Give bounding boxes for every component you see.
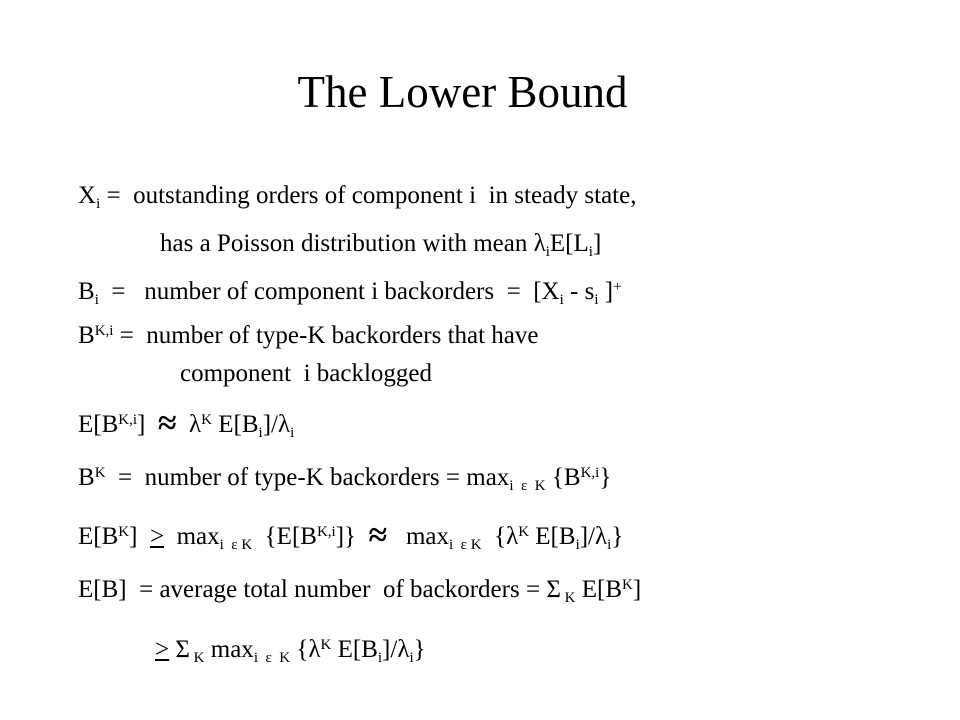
lambda-symbol: λ <box>277 411 291 438</box>
definition-e-b <box>78 574 641 606</box>
definition-x-i-continued <box>160 228 601 260</box>
subscript: i <box>290 425 295 442</box>
text: max <box>387 523 449 550</box>
text: = outstanding orders of component i in steady state, <box>100 182 637 209</box>
text: B <box>78 322 95 349</box>
text: ]/ <box>579 523 596 550</box>
subscript: i ε K <box>253 650 291 667</box>
greater-equal-symbol: > <box>155 636 170 663</box>
inequality-e-b-k <box>78 518 623 553</box>
slide-title: The Lower Bound <box>297 67 628 117</box>
text <box>177 411 190 438</box>
text: E[B <box>575 576 622 603</box>
subscript: i <box>559 292 564 309</box>
text: {B <box>545 464 581 491</box>
text: B <box>78 278 95 305</box>
subscript: i ε K <box>449 537 482 554</box>
greater-equal-symbol: > <box>149 523 165 550</box>
superscript: K <box>94 464 106 481</box>
text: X <box>78 182 97 209</box>
text: ] <box>632 576 642 603</box>
approx-e-b-k-i <box>78 406 294 441</box>
subscript: i <box>258 425 263 442</box>
text: component i backlogged <box>180 360 433 387</box>
superscript: K,i <box>580 464 600 481</box>
superscript: + <box>613 278 622 295</box>
subscript: i ε K <box>509 478 546 495</box>
subscript: K <box>560 590 576 607</box>
superscript: K,i <box>316 523 336 540</box>
text: E[B <box>212 411 259 438</box>
text: = number of type-K backorders that have <box>113 322 539 349</box>
text: max <box>204 636 254 663</box>
text: ] <box>592 230 602 257</box>
text: ] <box>137 411 158 438</box>
text: E[B <box>78 523 119 550</box>
text: } <box>611 523 624 550</box>
text: E[B <box>331 636 378 663</box>
subscript: i <box>575 537 580 554</box>
lambda-symbol: λ <box>533 230 546 257</box>
definition-x-i <box>78 180 636 212</box>
text: has a Poisson distribution with mean <box>160 230 534 257</box>
subscript: K <box>189 650 205 667</box>
subscript: i <box>607 537 612 554</box>
superscript: K <box>622 576 633 593</box>
superscript: K <box>518 523 530 540</box>
sigma-symbol: Σ <box>546 576 561 603</box>
text: } <box>413 636 426 663</box>
superscript: K <box>320 636 332 653</box>
text: E[B] = average total number of backorders = <box>78 576 547 603</box>
definition-b-k <box>78 462 611 494</box>
text: E[B <box>78 411 119 438</box>
text: {E[B <box>252 523 317 550</box>
text: ]/ <box>382 636 398 663</box>
approx-symbol: ≈ <box>157 405 177 442</box>
definition-b-k-i-continued <box>180 358 432 390</box>
subscript: i <box>588 244 593 261</box>
superscript: K,i <box>94 322 114 339</box>
text: ] <box>598 278 614 305</box>
lambda-symbol: λ <box>506 523 519 550</box>
definition-b-i <box>78 276 622 308</box>
subscript: i <box>409 650 414 667</box>
lower-bound-e-b <box>155 634 426 666</box>
definition-b-k-i <box>78 320 539 352</box>
subscript: i <box>594 292 599 309</box>
lambda-symbol: λ <box>595 523 608 550</box>
approx-symbol: ≈ <box>368 517 388 554</box>
subscript: i <box>94 292 99 309</box>
superscript: K,i <box>118 411 138 428</box>
text: } <box>599 464 612 491</box>
text: ]} <box>335 523 369 550</box>
subscript: i ε K <box>219 537 253 554</box>
lambda-symbol: λ <box>397 636 410 663</box>
text: E[L <box>549 230 589 257</box>
text: - s <box>563 278 595 305</box>
text: B <box>78 464 95 491</box>
text: E[B <box>529 523 576 550</box>
subscript: i <box>377 650 383 667</box>
sigma-symbol: Σ <box>175 636 190 663</box>
subscript: i <box>96 196 101 213</box>
text: = number of type-K backorders = max <box>105 464 510 491</box>
text: { <box>290 636 309 663</box>
lambda-symbol: λ <box>189 411 202 438</box>
text: ]/ <box>262 411 278 438</box>
superscript: K <box>201 411 212 428</box>
text: = number of component i backorders = [X <box>98 278 560 305</box>
text: ] <box>129 523 150 550</box>
text: max <box>164 523 220 550</box>
subscript: i <box>545 244 550 261</box>
superscript: K <box>118 523 130 540</box>
lambda-symbol: λ <box>308 636 321 663</box>
text: { <box>481 523 507 550</box>
